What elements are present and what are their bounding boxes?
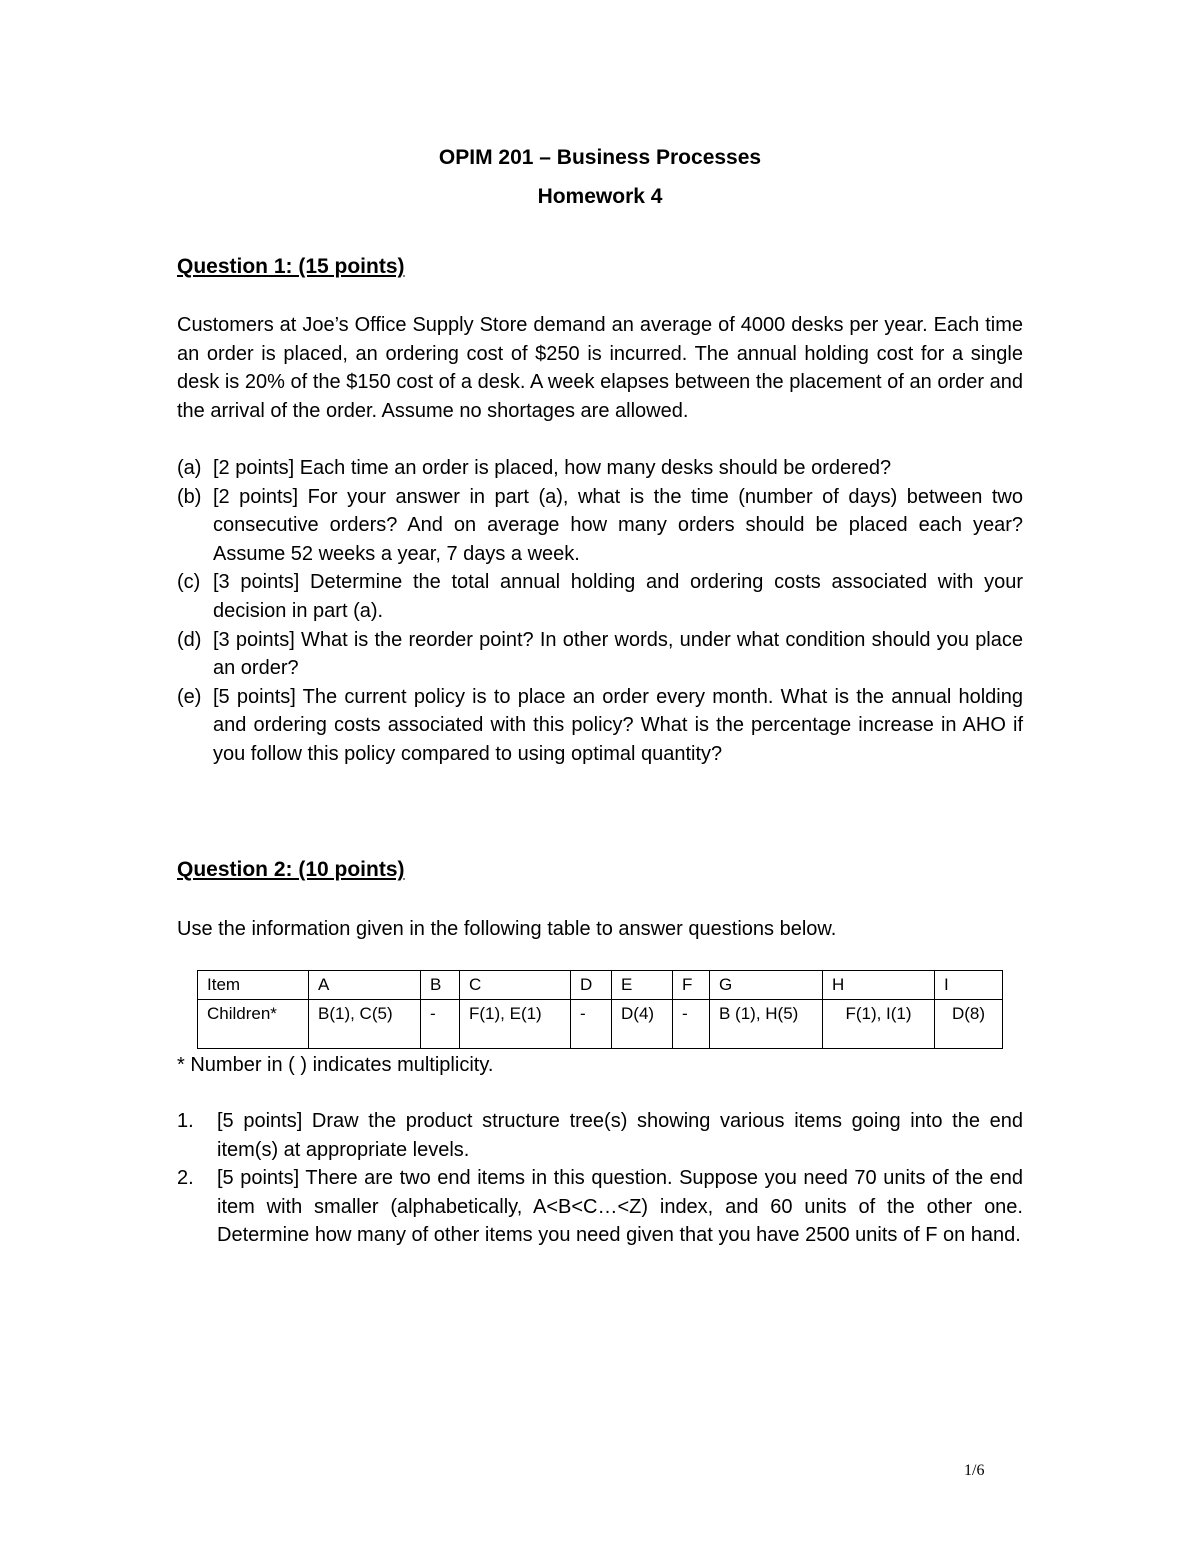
table-cell: B(1), C(5) <box>309 1000 421 1049</box>
table-cell: D <box>571 971 612 1000</box>
table-cell: C <box>460 971 571 1000</box>
table-cell: Item <box>198 971 309 1000</box>
table-cell: D(4) <box>612 1000 673 1049</box>
table-cell: - <box>571 1000 612 1049</box>
list-item <box>177 626 1023 683</box>
question-1-parts <box>177 454 1023 769</box>
list-item <box>177 1107 1023 1164</box>
list-item <box>177 683 1023 769</box>
question-1-body: Customers at Joe’s Office Supply Store demand an average of 4000 desks per year. Each time an order is placed, an ordering cost of $250 is incurred. The annual holding cost for a single desk is 20% of the $150 cost of a desk. A week elapses between the placement of an order and the arrival of the order. Assume no shortages are allowed. <box>177 314 1023 422</box>
item-text: [5 points] Draw the product structure tree(s) showing various items going into the end item(s) at appropriate levels. <box>217 1110 1023 1161</box>
list-item <box>177 568 1023 625</box>
list-item <box>177 483 1023 569</box>
table-cell: I <box>935 971 1003 1000</box>
table-cell: B (1), H(5) <box>710 1000 823 1049</box>
list-item <box>177 454 1023 483</box>
part-marker: (a) <box>177 457 202 479</box>
question-2-heading: Question 2: (10 points) <box>177 858 405 881</box>
table-cell: E <box>612 971 673 1000</box>
item-text: [5 points] There are two end items in this question. Suppose you need 70 units of the end item with smaller (alphabetically, A<B<C…<Z) index, and 60 units of the other one. Determine how many of other items you need given that you have 2500 units of F on hand. <box>217 1167 1023 1247</box>
table-cell: F <box>673 971 710 1000</box>
course-title: OPIM 201 – Business Processes <box>438 146 762 169</box>
part-text: [5 points] The current policy is to place an order every month. What is the annual holding and ordering costs associated with this policy? What is the percentage increase in AHO if you follow this policy compared to using optimal quantity? <box>213 685 1023 765</box>
bill-of-materials-table <box>197 970 1003 1049</box>
question-1-heading: Question 1: (15 points) <box>177 255 405 278</box>
table-cell: H <box>823 971 935 1000</box>
table-cell: F(1), I(1) <box>823 1000 935 1049</box>
part-marker: (b) <box>177 485 202 508</box>
item-marker: 1. <box>177 1110 194 1132</box>
part-text: [2 points] For your answer in part (a), what is the time (number of days) between two consecutive orders? And on average how many orders should be placed each year? Assume 52 weeks a year, 7 days a week. <box>213 485 1023 565</box>
question-2-intro: Use the information given in the following table to answer questions below. <box>177 918 837 940</box>
table-cell: D(8) <box>935 1000 1003 1049</box>
table-row <box>198 1000 1003 1049</box>
table-row <box>198 971 1003 1000</box>
table-cell: Children* <box>198 1000 309 1049</box>
table-cell: G <box>710 971 823 1000</box>
table-cell: A <box>309 971 421 1000</box>
part-marker: (c) <box>177 571 201 594</box>
table-cell: F(1), E(1) <box>460 1000 571 1049</box>
assignment-title: Homework 4 <box>537 185 663 208</box>
part-marker: (d) <box>177 628 202 651</box>
item-marker: 2. <box>177 1167 194 1190</box>
part-text: [3 points] What is the reorder point? In other words, under what condition should you place an order? <box>213 628 1023 680</box>
part-marker: (e) <box>177 685 202 708</box>
question-2-items <box>177 1107 1023 1250</box>
table-cell: - <box>673 1000 710 1049</box>
part-text: [2 points] Each time an order is placed, how many desks should be ordered? <box>213 457 892 479</box>
table-cell: - <box>421 1000 460 1049</box>
table-footnote: * Number in ( ) indicates multiplicity. <box>177 1054 494 1076</box>
table-cell: B <box>421 971 460 1000</box>
page-number: 1/6 <box>964 1462 985 1479</box>
part-text: [3 points] Determine the total annual holding and ordering costs associated with your decision in part (a). <box>213 571 1023 622</box>
list-item <box>177 1164 1023 1250</box>
